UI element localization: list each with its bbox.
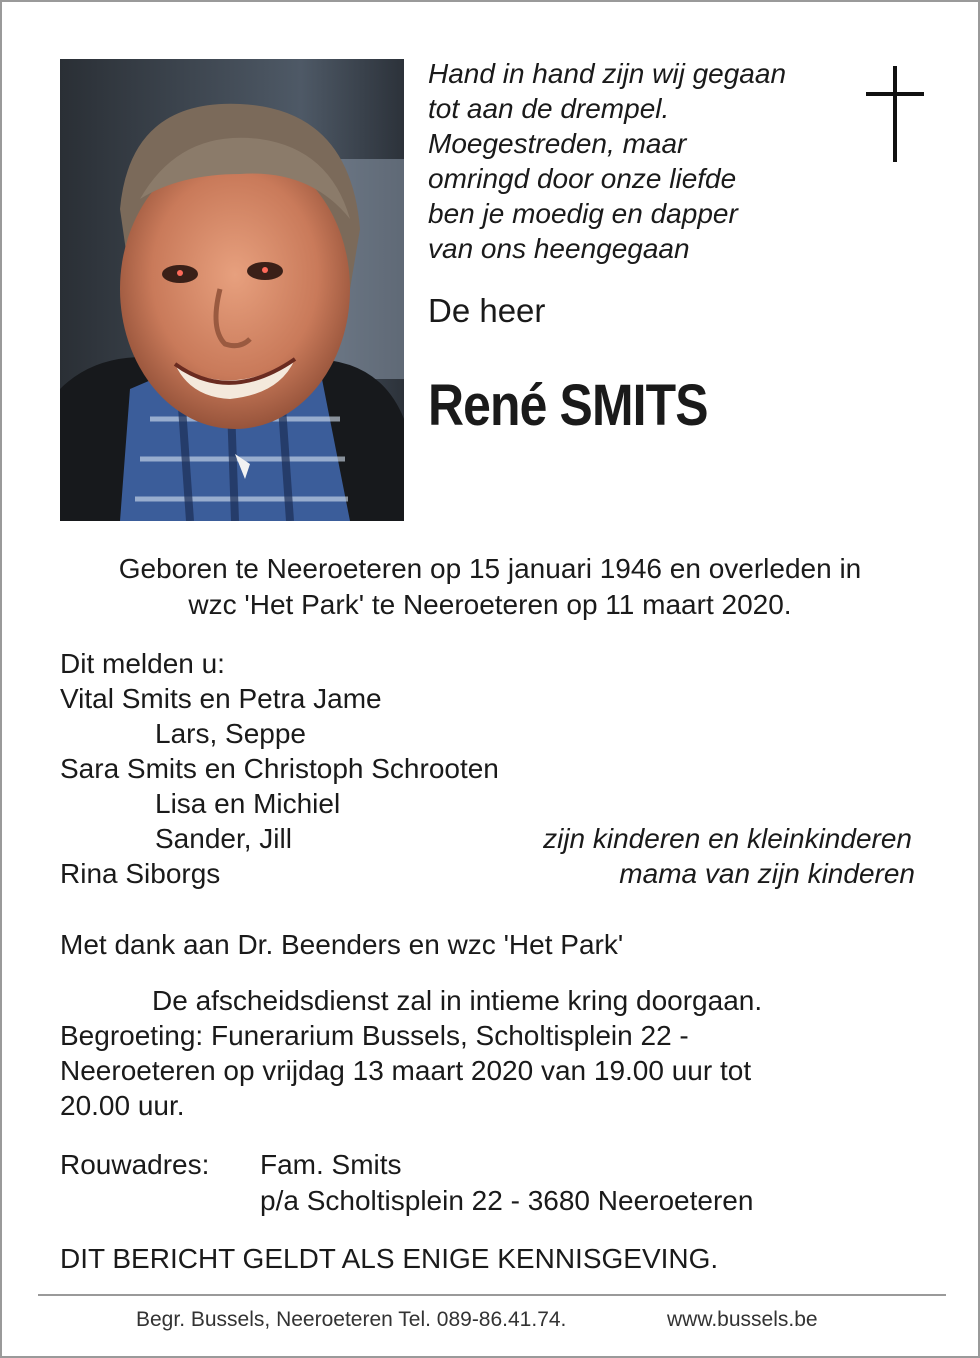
birth-death-line: wzc 'Het Park' te Neeroeteren op 11 maart 2020. [188, 589, 792, 620]
footer-divider [38, 1294, 946, 1296]
birth-death-line: Geboren te Neeroeteren op 15 januari 1946 en overleden in [118, 553, 862, 584]
mourning-address-line: Fam. Smits [260, 1149, 402, 1180]
announcer-line: Lisa en Michiel [155, 788, 341, 819]
footer-company: Begr. Bussels, Neeroeteren Tel. 089-86.41.74. [136, 1308, 567, 1331]
cross-icon [866, 66, 924, 162]
service-line: Begroeting: Funerarium Bussels, Scholtisplein 22 - [60, 1020, 689, 1051]
poem-line: tot aan de drempel. [428, 93, 670, 124]
announcers-intro: Dit melden u: [60, 648, 225, 679]
poem-line: omringd door onze liefde [428, 163, 737, 194]
mourning-address-line: p/a Scholtisplein 22 - 3680 Neeroeteren [260, 1185, 754, 1216]
announcer-line: Sander, Jill [155, 823, 292, 854]
portrait-photo [60, 59, 404, 521]
notice-text: DIT BERICHT GELDT ALS ENIGE KENNISGEVING. [60, 1243, 719, 1274]
honorific: De heer [428, 292, 546, 329]
service-line: 20.00 uur. [60, 1090, 185, 1121]
relation-children: zijn kinderen en kleinkinderen [543, 823, 912, 854]
poem [428, 56, 848, 266]
poem-line: Moegestreden, maar [428, 128, 687, 159]
announcer-line: Sara Smits en Christoph Schrooten [60, 753, 499, 784]
footer-website[interactable]: www.bussels.be [667, 1308, 818, 1331]
relation-mother: mama van zijn kinderen [619, 858, 915, 889]
poem-line: Hand in hand zijn wij gegaan [428, 58, 787, 89]
deceased-name: René SMITS [428, 373, 708, 438]
announcer-line: Lars, Seppe [155, 718, 306, 749]
thanks-text: Met dank aan Dr. Beenders en wzc 'Het Park' [60, 929, 624, 960]
announcer-line: Rina Siborgs [60, 858, 221, 889]
birth-death-text [60, 551, 920, 623]
service-line: De afscheidsdienst zal in intieme kring doorgaan. [152, 985, 763, 1016]
mourning-address-label: Rouwadres: [60, 1149, 210, 1180]
announcer-line: Vital Smits en Petra Jame [60, 683, 382, 714]
poem-line: ben je moedig en dapper [428, 198, 738, 229]
poem-line: van ons heengegaan [428, 233, 690, 264]
service-line: Neeroeteren op vrijdag 13 maart 2020 van 19.00 uur tot [60, 1055, 752, 1086]
